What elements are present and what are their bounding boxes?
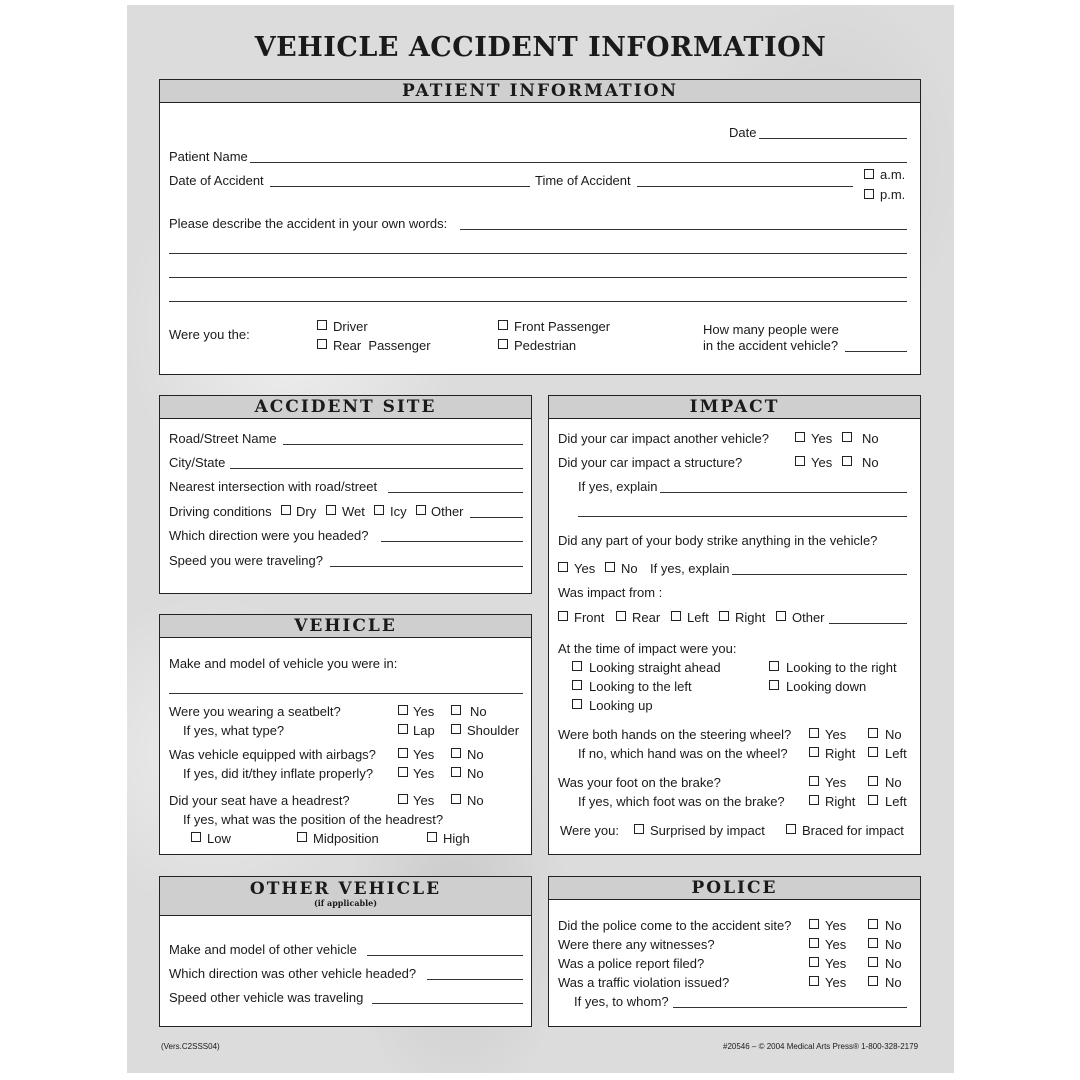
violation-label: Was a traffic violation issued? bbox=[558, 975, 730, 990]
surprised-checkbox[interactable] bbox=[634, 824, 644, 834]
form-title: VEHICLE ACCIDENT INFORMATION bbox=[254, 32, 827, 63]
left-label: Left bbox=[687, 610, 709, 625]
headrest-no-checkbox[interactable] bbox=[451, 794, 461, 804]
report-yes-checkbox[interactable] bbox=[809, 957, 819, 967]
describe-field-2[interactable] bbox=[169, 253, 907, 254]
pm-checkbox[interactable] bbox=[864, 189, 874, 199]
violation-yes-label: Yes bbox=[825, 975, 847, 990]
were-you-label: Were you the: bbox=[169, 327, 250, 342]
report-no-checkbox[interactable] bbox=[868, 957, 878, 967]
violation-no-checkbox[interactable] bbox=[868, 976, 878, 986]
impact-structure-yes-checkbox[interactable] bbox=[795, 456, 805, 466]
city-field[interactable] bbox=[230, 468, 523, 469]
impact-from-label: Was impact from : bbox=[558, 585, 663, 600]
midposition-checkbox[interactable] bbox=[297, 832, 307, 842]
witnesses-yes-label: Yes bbox=[825, 937, 847, 952]
body-strike-yes-label: Yes bbox=[574, 561, 596, 576]
body-explain-label: If yes, explain bbox=[650, 561, 730, 576]
seatbelt-yes-checkbox[interactable] bbox=[398, 705, 408, 715]
rear-checkbox[interactable] bbox=[616, 611, 626, 621]
patient-info-header: PATIENT INFORMATION bbox=[160, 80, 920, 103]
police-came-no-label: No bbox=[885, 918, 902, 933]
version-text: (Vers.C2SSS04) bbox=[161, 1042, 220, 1051]
impact-vehicle-yes-label: Yes bbox=[811, 431, 833, 446]
foot-right-label: Right bbox=[825, 794, 856, 809]
vehicle-section bbox=[159, 614, 532, 855]
speed-label: Speed you were traveling? bbox=[169, 553, 323, 568]
seatbelt-label: Were you wearing a seatbelt? bbox=[169, 704, 341, 719]
straight-ahead-checkbox[interactable] bbox=[572, 661, 582, 671]
report-label: Was a police report filed? bbox=[558, 956, 705, 971]
high-checkbox[interactable] bbox=[427, 832, 437, 842]
police-section bbox=[548, 876, 921, 1027]
road-label: Road/Street Name bbox=[169, 431, 277, 446]
rear-passenger-checkbox[interactable] bbox=[317, 339, 327, 349]
report-yes-label: Yes bbox=[825, 956, 847, 971]
inflate-yes-checkbox[interactable] bbox=[398, 767, 408, 777]
airbags-label: Was vehicle equipped with airbags? bbox=[169, 747, 376, 762]
seatbelt-no-checkbox[interactable] bbox=[451, 705, 461, 715]
report-no-label: No bbox=[885, 956, 902, 971]
foot-right-checkbox[interactable] bbox=[809, 795, 819, 805]
police-header: POLICE bbox=[549, 877, 920, 900]
patient-info-section bbox=[159, 79, 921, 375]
witnesses-yes-checkbox[interactable] bbox=[809, 938, 819, 948]
other-make-label: Make and model of other vehicle bbox=[169, 942, 357, 957]
patient-name-label: Patient Name bbox=[169, 149, 248, 164]
whom-label: If yes, to whom? bbox=[574, 994, 669, 1009]
dry-label: Dry bbox=[296, 504, 317, 519]
looking-up-checkbox[interactable] bbox=[572, 699, 582, 709]
hands-no-checkbox[interactable] bbox=[868, 728, 878, 738]
looking-left-checkbox[interactable] bbox=[572, 680, 582, 690]
describe-field-3[interactable] bbox=[169, 277, 907, 278]
foot-left-label: Left bbox=[885, 794, 907, 809]
make-label: Make and model of vehicle you were in: bbox=[169, 656, 398, 671]
direction-label: Which direction were you headed? bbox=[169, 528, 369, 543]
witnesses-no-checkbox[interactable] bbox=[868, 938, 878, 948]
headrest-no-label: No bbox=[467, 793, 484, 808]
violation-no-label: No bbox=[885, 975, 902, 990]
direction-field[interactable] bbox=[381, 541, 523, 542]
vehicle-header: VEHICLE bbox=[160, 615, 531, 638]
body-explain-field[interactable] bbox=[732, 574, 907, 575]
headrest-yes-label: Yes bbox=[413, 793, 435, 808]
headrest-yes-checkbox[interactable] bbox=[398, 794, 408, 804]
foot-left-checkbox[interactable] bbox=[868, 795, 878, 805]
patient-name-field[interactable] bbox=[250, 162, 907, 163]
intersection-field[interactable] bbox=[388, 492, 523, 493]
time-of-impact-label: At the time of impact were you: bbox=[558, 641, 737, 656]
front-passenger-checkbox[interactable] bbox=[498, 320, 508, 330]
other-speed-label: Speed other vehicle was traveling bbox=[169, 990, 364, 1005]
lap-checkbox[interactable] bbox=[398, 724, 408, 734]
shoulder-checkbox[interactable] bbox=[451, 724, 461, 734]
dry-checkbox[interactable] bbox=[281, 505, 291, 515]
violation-yes-checkbox[interactable] bbox=[809, 976, 819, 986]
accident-site-header: ACCIDENT SITE bbox=[160, 396, 531, 419]
driver-label: Driver bbox=[333, 319, 368, 334]
rear-label: Rear bbox=[632, 610, 661, 625]
looking-left-label: Looking to the left bbox=[589, 679, 692, 694]
braced-checkbox[interactable] bbox=[786, 824, 796, 834]
impact-header: IMPACT bbox=[549, 396, 920, 419]
brake-yes-label: Yes bbox=[825, 775, 847, 790]
brake-no-checkbox[interactable] bbox=[868, 776, 878, 786]
police-came-yes-checkbox[interactable] bbox=[809, 919, 819, 929]
witnesses-no-label: No bbox=[885, 937, 902, 952]
right-checkbox[interactable] bbox=[719, 611, 729, 621]
structure-explain-field-1[interactable] bbox=[660, 492, 907, 493]
looking-up-label: Looking up bbox=[589, 698, 653, 713]
other-make-field[interactable] bbox=[367, 955, 523, 956]
airbags-yes-label: Yes bbox=[413, 747, 435, 762]
hand-left-label: Left bbox=[885, 746, 907, 761]
front-passenger-label: Front Passenger bbox=[514, 319, 611, 334]
date-label: Date bbox=[729, 125, 757, 140]
am-checkbox[interactable] bbox=[864, 169, 874, 179]
structure-explain-label: If yes, explain bbox=[578, 479, 658, 494]
conditions-label: Driving conditions bbox=[169, 504, 272, 519]
whom-field[interactable] bbox=[673, 1007, 907, 1008]
seatbelt-no-label: No bbox=[470, 704, 487, 719]
shoulder-label: Shoulder bbox=[467, 723, 520, 738]
form-paper bbox=[127, 5, 954, 1073]
road-field[interactable] bbox=[283, 444, 523, 445]
driver-checkbox[interactable] bbox=[317, 320, 327, 330]
headrest-label: Did your seat have a headrest? bbox=[169, 793, 350, 808]
low-checkbox[interactable] bbox=[191, 832, 201, 842]
wet-label: Wet bbox=[342, 504, 365, 519]
other-direction-label: Other bbox=[792, 610, 825, 625]
describe-field-1[interactable] bbox=[460, 229, 907, 230]
hands-no-label: No bbox=[885, 727, 902, 742]
police-came-label: Did the police come to the accident site? bbox=[558, 918, 792, 933]
structure-explain-field-2[interactable] bbox=[578, 516, 907, 517]
body-strike-no-label: No bbox=[621, 561, 638, 576]
other-vehicle-subtitle: (if applicable) bbox=[313, 898, 378, 908]
airbags-no-label: No bbox=[467, 747, 484, 762]
lap-label: Lap bbox=[413, 723, 435, 738]
copyright-text: #20546 – © 2004 Medical Arts Press® 1-800-328-2179 bbox=[723, 1042, 919, 1051]
impact-vehicle-no-checkbox[interactable] bbox=[842, 432, 852, 442]
hands-label: Were both hands on the steering wheel? bbox=[558, 727, 792, 742]
date-field[interactable] bbox=[759, 138, 907, 139]
wet-checkbox[interactable] bbox=[326, 505, 336, 515]
right-label: Right bbox=[735, 610, 766, 625]
seatbelt-yes-label: Yes bbox=[413, 704, 435, 719]
body-strike-label: Did any part of your body strike anything in the vehicle? bbox=[558, 533, 878, 548]
low-label: Low bbox=[207, 831, 231, 846]
inflate-no-checkbox[interactable] bbox=[451, 767, 461, 777]
date-of-accident-field[interactable] bbox=[270, 186, 530, 187]
other-vehicle-section bbox=[159, 876, 532, 1027]
looking-right-checkbox[interactable] bbox=[769, 661, 779, 671]
brake-no-label: No bbox=[885, 775, 902, 790]
rear-passenger-label: Rear Passenger bbox=[333, 338, 431, 353]
impact-structure-yes-label: Yes bbox=[811, 455, 833, 470]
hands-yes-checkbox[interactable] bbox=[809, 728, 819, 738]
surprised-label: Surprised by impact bbox=[650, 823, 765, 838]
brake-label: Was your foot on the brake? bbox=[558, 775, 721, 790]
which-foot-label: If yes, which foot was on the brake? bbox=[578, 794, 785, 809]
braced-label: Braced for impact bbox=[802, 823, 904, 838]
hand-right-checkbox[interactable] bbox=[809, 747, 819, 757]
pedestrian-label: Pedestrian bbox=[514, 338, 577, 353]
impact-vehicle-label: Did your car impact another vehicle? bbox=[558, 431, 769, 446]
other-speed-field[interactable] bbox=[372, 1003, 523, 1004]
looking-down-checkbox[interactable] bbox=[769, 680, 779, 690]
high-label: High bbox=[443, 831, 470, 846]
police-came-yes-label: Yes bbox=[825, 918, 847, 933]
how-many-field[interactable] bbox=[845, 351, 907, 352]
inflate-yes-label: Yes bbox=[413, 766, 435, 781]
other-field[interactable] bbox=[470, 517, 523, 518]
were-you-impact-label: Were you: bbox=[560, 823, 620, 838]
airbags-yes-checkbox[interactable] bbox=[398, 748, 408, 758]
describe-field-4[interactable] bbox=[169, 301, 907, 302]
hand-left-checkbox[interactable] bbox=[868, 747, 878, 757]
witnesses-label: Were there any witnesses? bbox=[558, 937, 715, 952]
other-vehicle-title: OTHER VEHICLE bbox=[249, 879, 442, 899]
position-label: If yes, what was the position of the headrest? bbox=[183, 812, 444, 827]
impact-structure-no-checkbox[interactable] bbox=[842, 456, 852, 466]
icy-label: Icy bbox=[390, 504, 407, 519]
looking-down-label: Looking down bbox=[786, 679, 867, 694]
hand-right-label: Right bbox=[825, 746, 856, 761]
police-came-no-checkbox[interactable] bbox=[868, 919, 878, 929]
front-checkbox[interactable] bbox=[558, 611, 568, 621]
date-of-accident-label: Date of Accident bbox=[169, 173, 264, 188]
icy-checkbox[interactable] bbox=[374, 505, 384, 515]
left-checkbox[interactable] bbox=[671, 611, 681, 621]
speed-field[interactable] bbox=[330, 566, 523, 567]
inflate-no-label: No bbox=[467, 766, 484, 781]
body-strike-no-checkbox[interactable] bbox=[605, 562, 615, 572]
inflate-label: If yes, did it/they inflate properly? bbox=[183, 766, 374, 781]
impact-structure-no-label: No bbox=[862, 455, 879, 470]
impact-structure-label: Did your car impact a structure? bbox=[558, 455, 743, 470]
intersection-label: Nearest intersection with road/street bbox=[169, 479, 378, 494]
am-label: a.m. bbox=[880, 167, 906, 182]
impact-vehicle-yes-checkbox[interactable] bbox=[795, 432, 805, 442]
other-checkbox[interactable] bbox=[416, 505, 426, 515]
body-strike-yes-checkbox[interactable] bbox=[558, 562, 568, 572]
other-direction-field[interactable] bbox=[427, 979, 523, 980]
impact-section bbox=[548, 395, 921, 855]
front-label: Front bbox=[574, 610, 605, 625]
pm-label: p.m. bbox=[880, 187, 906, 202]
other-direction-label: Which direction was other vehicle headed? bbox=[169, 966, 417, 981]
looking-right-label: Looking to the right bbox=[786, 660, 897, 675]
accident-site-section bbox=[159, 395, 532, 594]
other-direction-checkbox[interactable] bbox=[776, 611, 786, 621]
pedestrian-checkbox[interactable] bbox=[498, 339, 508, 349]
brake-yes-checkbox[interactable] bbox=[809, 776, 819, 786]
describe-label: Please describe the accident in your own words: bbox=[169, 216, 448, 231]
airbags-no-checkbox[interactable] bbox=[451, 748, 461, 758]
city-label: City/State bbox=[169, 455, 226, 470]
other-label: Other bbox=[431, 504, 464, 519]
midposition-label: Midposition bbox=[313, 831, 379, 846]
type-label: If yes, what type? bbox=[183, 723, 285, 738]
which-hand-label: If no, which hand was on the wheel? bbox=[578, 746, 788, 761]
impact-vehicle-no-label: No bbox=[862, 431, 879, 446]
how-many-label-1: How many people were bbox=[703, 322, 839, 337]
other-vehicle-header bbox=[160, 877, 531, 916]
how-many-label-2: in the accident vehicle? bbox=[703, 338, 839, 353]
time-of-accident-field[interactable] bbox=[637, 186, 853, 187]
other-direction-field[interactable] bbox=[829, 623, 907, 624]
straight-ahead-label: Looking straight ahead bbox=[589, 660, 721, 675]
time-of-accident-label: Time of Accident bbox=[535, 173, 631, 188]
make-field[interactable] bbox=[169, 693, 523, 694]
hands-yes-label: Yes bbox=[825, 727, 847, 742]
